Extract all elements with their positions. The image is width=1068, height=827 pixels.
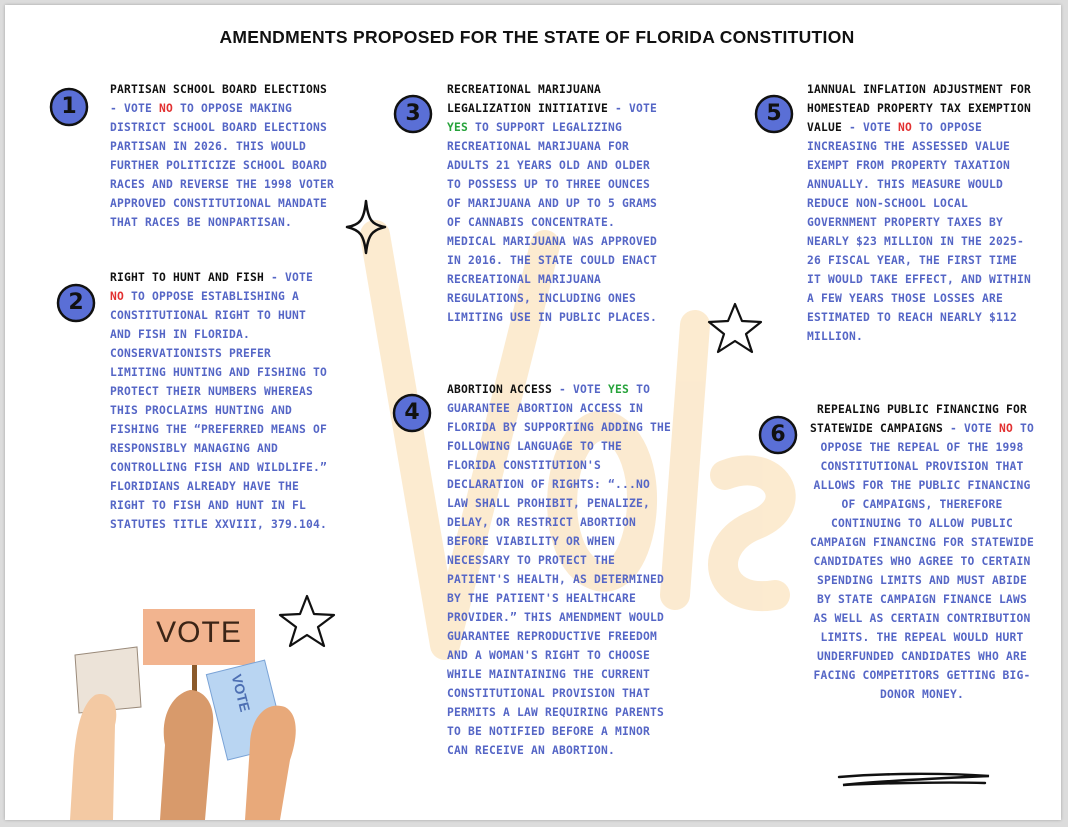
amendment-4-heading: ABORTION ACCESS [447, 383, 553, 396]
amendment-3-body: TO SUPPORT LEGALIZING RECREATIONAL MARIJUANA FOR ADULTS 21 YEARS OLD AND OLDER TO POSSESS UP TO THREE OUNCES OF MARIJUANA AND UP TO 5 GRAMS OF CANNABIS CONCENTRATE. MEDICAL MARIJUANA WAS APPROVED IN 2016. THE STATE COULD ENACT RECREATIONAL MARIJUANA REGULATIONS, INCLUDING ONES LIMITING USE IN PUBLIC PLACES. [447, 121, 658, 324]
amendment-6-text: REPEALING PUBLIC FINANCING FOR STATEWIDE CAMPAIGNS - VOTE NO TO OPPOSE THE REPEAL OF THE 1998 CONSTITUTIONAL PROVISION THAT ALLOWS FOR THE PUBLIC FINANCING OF CAMPAIGNS, THEREFORE CONTINUING TO ALLOW PUBLIC CAMPAIGN FINANCING FOR STATEWIDE CANDIDATES WHO AGREE TO CERTAIN SPENDING LIMITS AND MUST ABIDE BY STATE CAMPAIGN FINANCE LAWS AS WELL AS CERTAIN CONTRIBUTION LIMITS. THE REPEAL WOULD HURT UNDERFUNDED CANDIDATES WHO ARE FACING COMPETITORS GETTING BIG-DONOR MONEY. [809, 403, 1035, 701]
amendment-5-body: TO OPPOSE INCREASING THE ASSESSED VALUE EXEMPT FROM PROPERTY TAXATION ANNUALLY. THIS MEASURE WOULD REDUCE NON-SCHOOL LOCAL GOVERNMENT PROPERTY TAXES BY NEARLY $23 MILLION IN THE 2025-26 FISCAL YEAR, THE FIRST TIME IT WOULD TAKE EFFECT, AND WITHIN A FEW YEARS THOSE LOSSES ARE ESTIMATED TO REACH NEARLY $112 MILLION. [807, 121, 1032, 343]
vote-sign-text: VOTE [156, 616, 242, 649]
amendment-2-text: RIGHT TO HUNT AND FISH - VOTE NO TO OPPOSE ESTABLISHING A CONSTITUTIONAL RIGHT TO HUNT AND FISH IN FLORIDA. CONSERVATIONISTS PREFER LIMITING HUNTING AND FISHING TO PROTECT THEIR NUMBERS WHEREAS THIS PROCLAIMS HUNTING AND FISHING THE “PREFERRED MEANS OF RESPONSIBLY MANAGING AND CONTROLLING FISH AND WILDLIFE.” FLORIDIANS ALREADY HAVE THE RIGHT TO FISH AND HUNT IN FL STATUTES TITLE XXVIII, 379.104. [110, 271, 328, 531]
flyer-page [5, 5, 1061, 820]
amendment-1-vote: NO [159, 102, 174, 115]
page-title: AMENDMENTS PROPOSED FOR THE STATE OF FLORIDA CONSTITUTION [219, 27, 855, 47]
amendment-4-vote: YES [608, 383, 630, 396]
amendment-1-body: TO OPPOSE MAKING DISTRICT SCHOOL BOARD ELECTIONS PARTISAN IN 2026. THIS WOULD FURTHER POLITICIZE SCHOOL BOARD RACES AND REVERSE THE 1998 VOTER APPROVED CONSTITUTIONAL MANDATE THAT RACES BE NONPARTISAN. [110, 102, 335, 229]
star-icon [705, 301, 765, 355]
amendment-6-number: 6 [770, 422, 786, 447]
amendment-1-text: PARTISAN SCHOOL BOARD ELECTIONS - VOTE NO TO OPPOSE MAKING DISTRICT SCHOOL BOARD ELECTIONS PARTISAN IN 2026. THIS WOULD FURTHER POLITICIZE SCHOOL BOARD RACES AND REVERSE THE 1998 VOTER APPROVED CONSTITUTIONAL MANDATE THAT RACES BE NONPARTISAN. [110, 83, 335, 229]
amendment-5-number: 5 [766, 101, 782, 126]
amendment-6-body: TO OPPOSE THE REPEAL OF THE 1998 CONSTITUTIONAL PROVISION THAT ALLOWS FOR THE PUBLIC FINANCING OF CAMPAIGNS, THEREFORE CONTINUING TO ALLOW PUBLIC CAMPAIGN FINANCING FOR STATEWIDE CANDIDATES WHO AGREE TO CERTAIN SPENDING LIMITS AND MUST ABIDE BY STATE CAMPAIGN FINANCE LAWS AS WELL AS CERTAIN CONTRIBUTION LIMITS. THE REPEAL WOULD HURT UNDERFUNDED CANDIDATES WHO ARE FACING COMPETITORS GETTING BIG-DONOR MONEY. [809, 422, 1035, 701]
scribble-underline [835, 769, 995, 793]
vote-ballot-text: VOTE [228, 672, 254, 714]
amendment-1-badge [49, 87, 89, 127]
amendment-6-vote: NO [999, 422, 1014, 435]
amendment-5-text: 1ANNUAL INFLATION ADJUSTMENT FOR HOMESTEAD PROPERTY TAX EXEMPTION VALUE - VOTE NO TO OPPOSE INCREASING THE ASSESSED VALUE EXEMPT FROM PROPERTY TAXATION ANNUALLY. THIS MEASURE WOULD REDUCE NON-SCHOOL LOCAL GOVERNMENT PROPERTY TAXES BY NEARLY $23 MILLION IN THE 2025-26 FISCAL YEAR, THE FIRST TIME IT WOULD TAKE EFFECT, AND WITHIN A FEW YEARS THOSE LOSSES ARE ESTIMATED TO REACH NEARLY $112 MILLION. [807, 83, 1032, 343]
amendment-3-vote: YES [447, 121, 469, 134]
amendment-3-heading: RECREATIONAL MARIJUANA LEGALIZATION INITIATIVE [447, 83, 609, 115]
amendment-4-badge [392, 393, 432, 433]
amendment-4-text: ABORTION ACCESS - VOTE YES TO GUARANTEE ABORTION ACCESS IN FLORIDA BY SUPPORTING ADDING THE FOLLOWING LANGUAGE TO THE FLORIDA CONSTITUTION'S DECLARATION OF RIGHTS: “...NO LAW SHALL PROHIBIT, PENALIZE, DELAY, OR RESTRICT ABORTION BEFORE VIABILITY OR WHEN NECESSARY TO PROTECT THE PATIENT'S HEALTH, AS DETERMINED BY THE PATIENT'S HEALTHCARE PROVIDER.” THIS AMENDMENT WOULD GUARANTEE REPRODUCTIVE FREEDOM AND A WOMAN'S RIGHT TO CHOOSE WHILE MAINTAINING THE CURRENT CONSTITUTIONAL PROVISION THAT PERMITS A LAW REQUIRING PARENTS TO BE NOTIFIED BEFORE A MINOR CAN RECEIVE AN ABORTION. [447, 383, 672, 757]
amendment-5-badge [754, 94, 794, 134]
amendment-4-body: TO GUARANTEE ABORTION ACCESS IN FLORIDA BY SUPPORTING ADDING THE FOLLOWING LANGUAGE TO THE FLORIDA CONSTITUTION'S DECLARATION OF RIGHTS: “...NO LAW SHALL PROHIBIT, PENALIZE, DELAY, OR RESTRICT ABORTION BEFORE VIABILITY OR WHEN NECESSARY TO PROTECT THE PATIENT'S HEALTH, AS DETERMINED BY THE PATIENT'S HEALTHCARE PROVIDER.” THIS AMENDMENT WOULD GUARANTEE REPRODUCTIVE FREEDOM AND A WOMAN'S RIGHT TO CHOOSE WHILE MAINTAINING THE CURRENT CONSTITUTIONAL PROVISION THAT PERMITS A LAW REQUIRING PARENTS TO BE NOTIFIED BEFORE A MINOR CAN RECEIVE AN ABORTION. [447, 383, 672, 757]
amendment-5-vote: NO [898, 121, 913, 134]
sparkle-icon [344, 198, 388, 256]
amendment-2-body: TO OPPOSE ESTABLISHING A CONSTITUTIONAL RIGHT TO HUNT AND FISH IN FLORIDA. CONSERVATIONISTS PREFER LIMITING HUNTING AND FISHING TO PROTECT THEIR NUMBERS WHEREAS THIS PROCLAIMS HUNTING AND FISHING THE “PREFERRED MEANS OF RESPONSIBLY MANAGING AND CONTROLLING FISH AND WILDLIFE.” FLORIDIANS ALREADY HAVE THE RIGHT TO FISH AND HUNT IN FL STATUTES TITLE XXVIII, 379.104. [110, 290, 328, 531]
amendment-5-heading: 1ANNUAL INFLATION ADJUSTMENT FOR HOMESTEAD PROPERTY TAX EXEMPTION VALUE [807, 83, 1032, 134]
amendment-3-number: 3 [405, 101, 421, 126]
amendment-2-number: 2 [68, 290, 84, 315]
amendment-2-vote: NO [110, 290, 125, 303]
amendment-1-number: 1 [61, 94, 77, 119]
amendment-2-badge [56, 283, 96, 323]
amendment-3-text: RECREATIONAL MARIJUANA LEGALIZATION INITIATIVE - VOTE YES TO SUPPORT LEGALIZING RECREATIONAL MARIJUANA FOR ADULTS 21 YEARS OLD AND OLDER TO POSSESS UP TO THREE OUNCES OF MARIJUANA AND UP TO 5 GRAMS OF CANNABIS CONCENTRATE. MEDICAL MARIJUANA WAS APPROVED IN 2016. THE STATE COULD ENACT RECREATIONAL MARIJUANA REGULATIONS, INCLUDING ONES LIMITING USE IN PUBLIC PLACES. [447, 83, 658, 324]
amendment-4-number: 4 [404, 400, 420, 425]
amendment-2-heading: RIGHT TO HUNT AND FISH [110, 271, 265, 284]
amendment-6-heading: REPEALING PUBLIC FINANCING FOR STATEWIDE CAMPAIGNS [809, 403, 1028, 435]
amendment-1-heading: PARTISAN SCHOOL BOARD ELECTIONS [110, 83, 328, 96]
amendment-6-badge [758, 415, 798, 455]
amendment-3-badge [393, 94, 433, 134]
